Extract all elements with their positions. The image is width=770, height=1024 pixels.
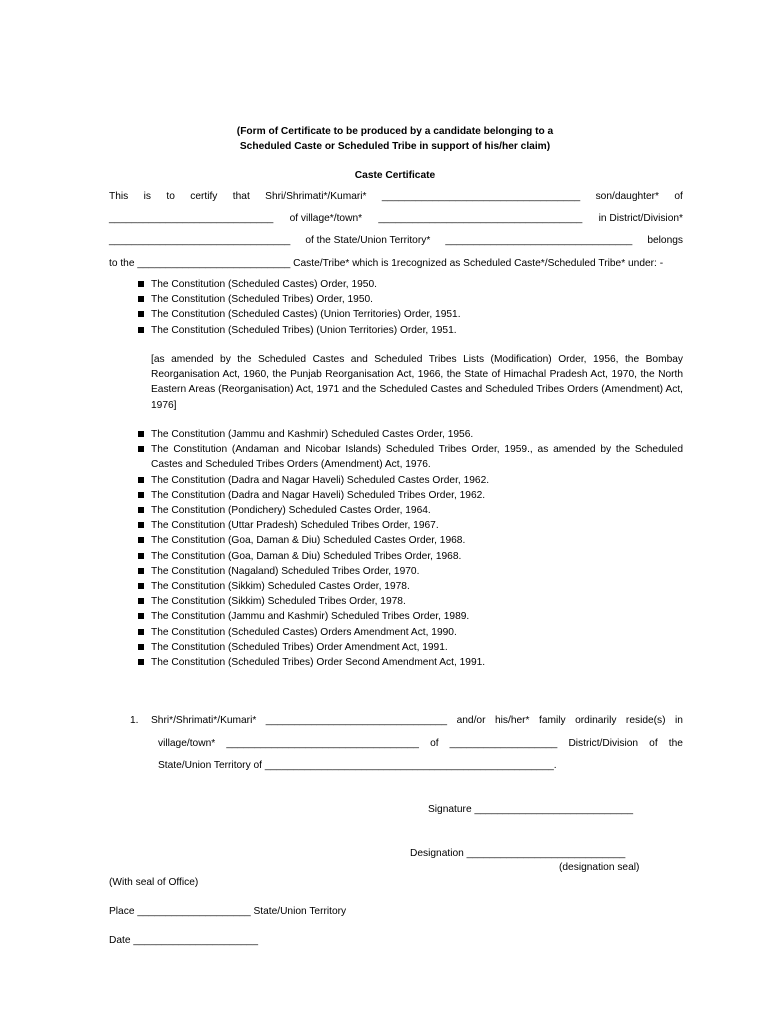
list-item: The Constitution (Scheduled Castes) Order, 1950. bbox=[137, 277, 683, 292]
list-item: The Constitution (Nagaland) Scheduled Tribes Order, 1970. bbox=[137, 564, 683, 579]
list-item: The Constitution (Jammu and Kashmir) Scheduled Tribes Order, 1989. bbox=[137, 609, 683, 624]
word: son/daughter* bbox=[595, 191, 660, 202]
form-title-line-1: (Form of Certificate to be produced by a candidate belonging to a bbox=[236, 126, 554, 137]
district-blank: ________________________________ bbox=[109, 235, 291, 246]
list-item: The Constitution (Sikkim) Scheduled Castes Order, 1978. bbox=[137, 579, 683, 594]
body-line-3 bbox=[109, 233, 683, 248]
residence-line-2 bbox=[158, 736, 683, 751]
word: belongs bbox=[647, 235, 683, 246]
word: of village*/town* bbox=[289, 213, 363, 224]
list-item: The Constitution (Sikkim) Scheduled Tribes Order, 1978. bbox=[137, 594, 683, 609]
body-line-2 bbox=[109, 211, 683, 226]
list-item: The Constitution (Dadra and Nagar Haveli) Scheduled Tribes Order, 1962. bbox=[137, 488, 683, 503]
designation-line: Designation ____________________________ bbox=[410, 848, 626, 859]
word: reside(s) bbox=[625, 715, 666, 726]
list-item: The Constitution (Andaman and Nicobar Islands) Scheduled Tribes Order, 1959., as amended by the Scheduled Castes and Scheduled Tribes Orders (Amendment) Act, 1976. bbox=[137, 442, 683, 472]
word: of bbox=[674, 191, 683, 202]
state-blank: _________________________________ bbox=[445, 235, 633, 246]
place-line: Place ____________________ State/Union Territory bbox=[109, 906, 347, 917]
signature-line: Signature ____________________________ bbox=[428, 804, 634, 815]
list-item: The Constitution (Dadra and Nagar Haveli) Scheduled Castes Order, 1962. bbox=[137, 473, 683, 488]
body-line-4: to the ___________________________ Caste/Tribe* which is 1recognized as Scheduled Caste*/Scheduled Tribe* under: - bbox=[109, 258, 664, 269]
word: of the State/Union Territory* bbox=[305, 235, 431, 246]
resident-name-blank: ________________________________ bbox=[265, 715, 448, 726]
list-item: The Constitution (Scheduled Tribes) (Union Territories) Order, 1951. bbox=[137, 323, 683, 338]
body-line-1 bbox=[109, 189, 683, 204]
word: in District/Division* bbox=[598, 213, 683, 224]
list-item: The Constitution (Uttar Pradesh) Scheduled Tribes Order, 1967. bbox=[137, 518, 683, 533]
word: of bbox=[430, 738, 439, 749]
list-item: The Constitution (Scheduled Tribes) Order Second Amendment Act, 1991. bbox=[137, 655, 683, 670]
word: certify bbox=[190, 191, 218, 202]
list-item: The Constitution (Goa, Daman & Diu) Scheduled Castes Order, 1968. bbox=[137, 533, 683, 548]
word: to bbox=[166, 191, 175, 202]
word: This bbox=[109, 191, 129, 202]
residence-district-blank: ___________________ bbox=[449, 738, 558, 749]
designation-seal-label: (designation seal) bbox=[559, 862, 640, 873]
residence-village-blank: __________________________________ bbox=[226, 738, 419, 749]
word: that bbox=[232, 191, 250, 202]
word: is bbox=[143, 191, 151, 202]
word: village/town* bbox=[158, 738, 216, 749]
list-item: The Constitution (Scheduled Castes) (Union Territories) Order, 1951. bbox=[137, 307, 683, 322]
list-item: The Constitution (Jammu and Kashmir) Scheduled Castes Order, 1956. bbox=[137, 427, 683, 442]
word: District/Division bbox=[568, 738, 639, 749]
word: Shri*/Shrimati*/Kumari* bbox=[151, 715, 257, 726]
constitution-orders-list-2 bbox=[137, 427, 683, 670]
word: in bbox=[675, 715, 683, 726]
seal-of-office-label: (With seal of Office) bbox=[109, 877, 199, 888]
list-item: The Constitution (Scheduled Tribes) Order Amendment Act, 1991. bbox=[137, 640, 683, 655]
constitution-orders-list-1 bbox=[137, 277, 683, 338]
word: the bbox=[668, 738, 683, 749]
word: his/her* bbox=[494, 715, 530, 726]
name-blank: ___________________________________ bbox=[381, 191, 581, 202]
list-item: The Constitution (Pondichery) Scheduled Castes Order, 1964. bbox=[137, 503, 683, 518]
date-line: Date ______________________ bbox=[109, 935, 258, 946]
village-blank: ____________________________________ bbox=[378, 213, 583, 224]
word: of bbox=[649, 738, 658, 749]
list-item: The Constitution (Scheduled Tribes) Order, 1950. bbox=[137, 292, 683, 307]
word: and/or bbox=[456, 715, 486, 726]
word: Shri/Shrimati*/Kumari* bbox=[265, 191, 367, 202]
list-item: The Constitution (Scheduled Castes) Orders Amendment Act, 1990. bbox=[137, 625, 683, 640]
residence-line-3: State/Union Territory of ___________________________________________________. bbox=[158, 760, 557, 771]
residence-number: 1. bbox=[130, 715, 139, 726]
residence-line-1 bbox=[151, 713, 683, 728]
word: ordinarily bbox=[575, 715, 617, 726]
form-title-line-2: Scheduled Caste or Scheduled Tribe in support of his/her claim) bbox=[239, 141, 551, 152]
father-name-blank: _____________________________ bbox=[109, 213, 274, 224]
caste-certificate-heading: Caste Certificate bbox=[354, 170, 436, 181]
list-item: The Constitution (Goa, Daman & Diu) Scheduled Tribes Order, 1968. bbox=[137, 549, 683, 564]
word: family bbox=[539, 715, 566, 726]
amendment-note: [as amended by the Scheduled Castes and Scheduled Tribes Lists (Modification) Order, 1956, the Bombay Reorganisation Act, 1960, the Punjab Reorganisation Act, 1966, the State of Himachal Pradesh Act, 1970, the North Eastern Areas (Reorganisation) Act, 1971 and the Scheduled Castes and Scheduled Tribes Orders (Amendment) Act, 1976] bbox=[151, 354, 683, 411]
